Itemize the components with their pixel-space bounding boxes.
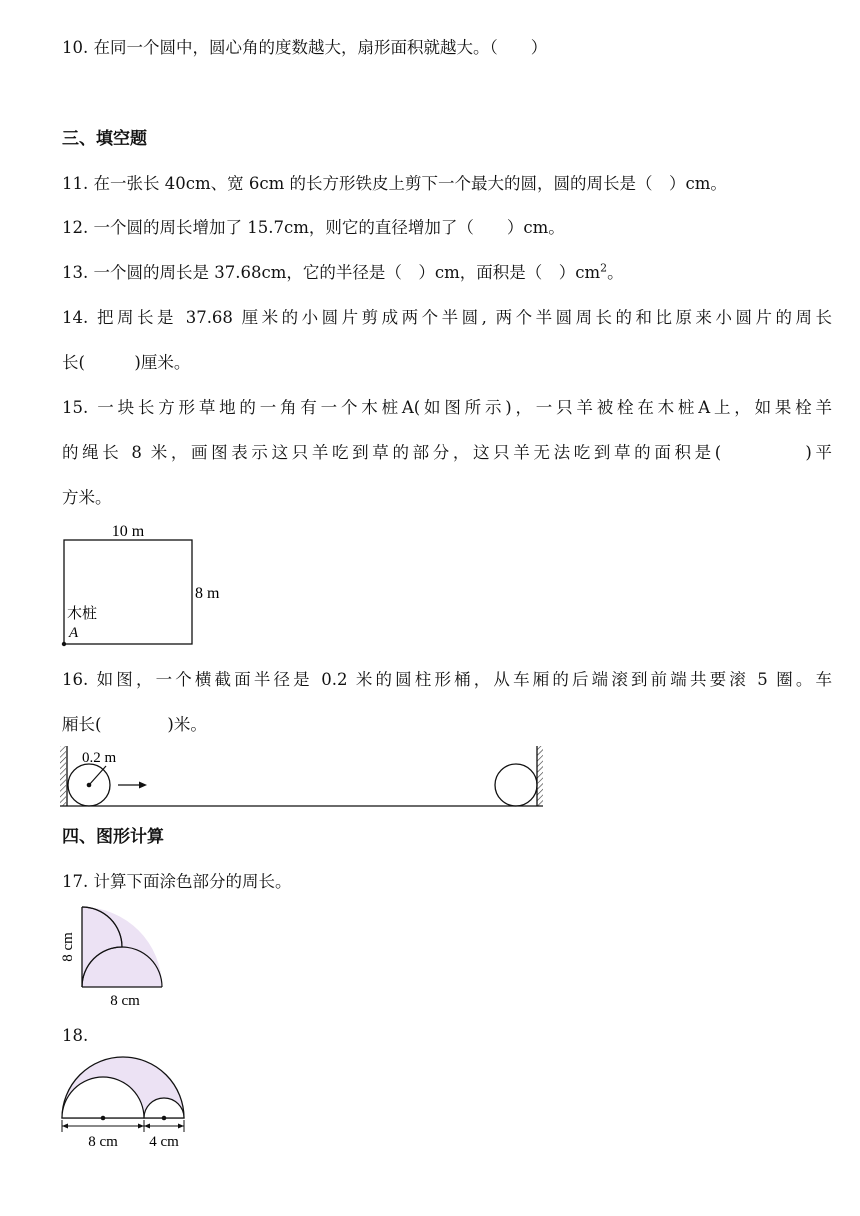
question-15-line-3: 方米。 xyxy=(62,488,112,507)
fig18-left-label: 8 cm xyxy=(88,1134,118,1150)
fig17-left-label: 8 cm xyxy=(60,932,76,962)
lawn-rectangle-figure xyxy=(58,518,238,648)
question-10: 10. 在同一个圆中，圆心角的度数越大，扇形面积就越大。（ ） xyxy=(62,38,548,57)
question-14-line-1: 14. 把周长是 37.68 厘米的小圆片剪成两个半圆, 两个半圆周长的和比原来小圆片的周长 xyxy=(62,308,832,327)
lawn-top-label: 10 m xyxy=(111,523,145,540)
radius-label: 0.2 m xyxy=(82,750,117,766)
stake-point-label: A xyxy=(69,625,79,641)
dim-arrow-1 xyxy=(62,1124,68,1129)
front-wall-hatch xyxy=(537,746,543,806)
stake-label: 木桩 xyxy=(67,604,98,622)
question-14-line-2: 长( )厘米。 xyxy=(62,353,191,372)
question-13 xyxy=(62,259,624,283)
rear-wall-hatch xyxy=(60,746,66,806)
barrel-radius xyxy=(89,766,106,785)
stake-point xyxy=(62,642,66,646)
question-17: 17. 计算下面涂色部分的周长。 xyxy=(62,872,292,891)
dim-arrow-3 xyxy=(144,1124,150,1129)
left-center-dot xyxy=(101,1116,106,1121)
lawn-rectangle xyxy=(64,540,192,644)
fig17-bottom-label: 8 cm xyxy=(110,993,140,1009)
question-18: 18. xyxy=(62,1026,89,1045)
section-heading-shape-calc: 四、图形计算 xyxy=(62,827,164,847)
question-13-text: 13. 一个圆的周长是 37.68cm，它的半径是（ ）cm，面积是（ ）cm xyxy=(62,263,601,282)
section-heading-fill-blank: 三、填空题 xyxy=(62,129,147,149)
lawn-side-label: 8 m xyxy=(195,585,220,602)
right-center-dot xyxy=(162,1116,167,1121)
shaded-perimeter-figure-18 xyxy=(58,1052,198,1152)
question-11: 11. 在一张长 40cm、宽 6cm 的长方形铁皮上剪下一个最大的圆，圆的周长是（ ）cm。 xyxy=(62,174,727,193)
rolling-arrow-head xyxy=(139,782,147,789)
question-15-line-1: 15. 一块长方形草地的一角有一个木桩A(如图所示)，一只羊被栓在木桩A上，如果栓羊 xyxy=(62,398,832,417)
truck-bed-figure xyxy=(58,742,558,810)
question-15-line-2: 的绳长 8 米，画图表示这只羊吃到草的部分，这只羊无法吃到草的面积是( )平 xyxy=(62,443,832,462)
fig18-right-label: 4 cm xyxy=(149,1134,179,1150)
shaded-perimeter-figure-17 xyxy=(58,902,178,1012)
barrel-end xyxy=(495,764,537,806)
question-12: 12. 一个圆的周长增加了 15.7cm，则它的直径增加了（ ）cm。 xyxy=(62,218,565,237)
question-13-end: 。 xyxy=(607,263,624,282)
dim-arrow-4 xyxy=(178,1124,184,1129)
question-16-line-2: 厢长( )米。 xyxy=(62,715,207,734)
question-13-exponent: 2 xyxy=(600,261,608,275)
dim-arrow-2 xyxy=(138,1124,144,1129)
question-16-line-1: 16. 如图，一个横截面半径是 0.2 米的圆柱形桶，从车厢的后端滚到前端共要滚 5 圈。车 xyxy=(62,670,832,689)
